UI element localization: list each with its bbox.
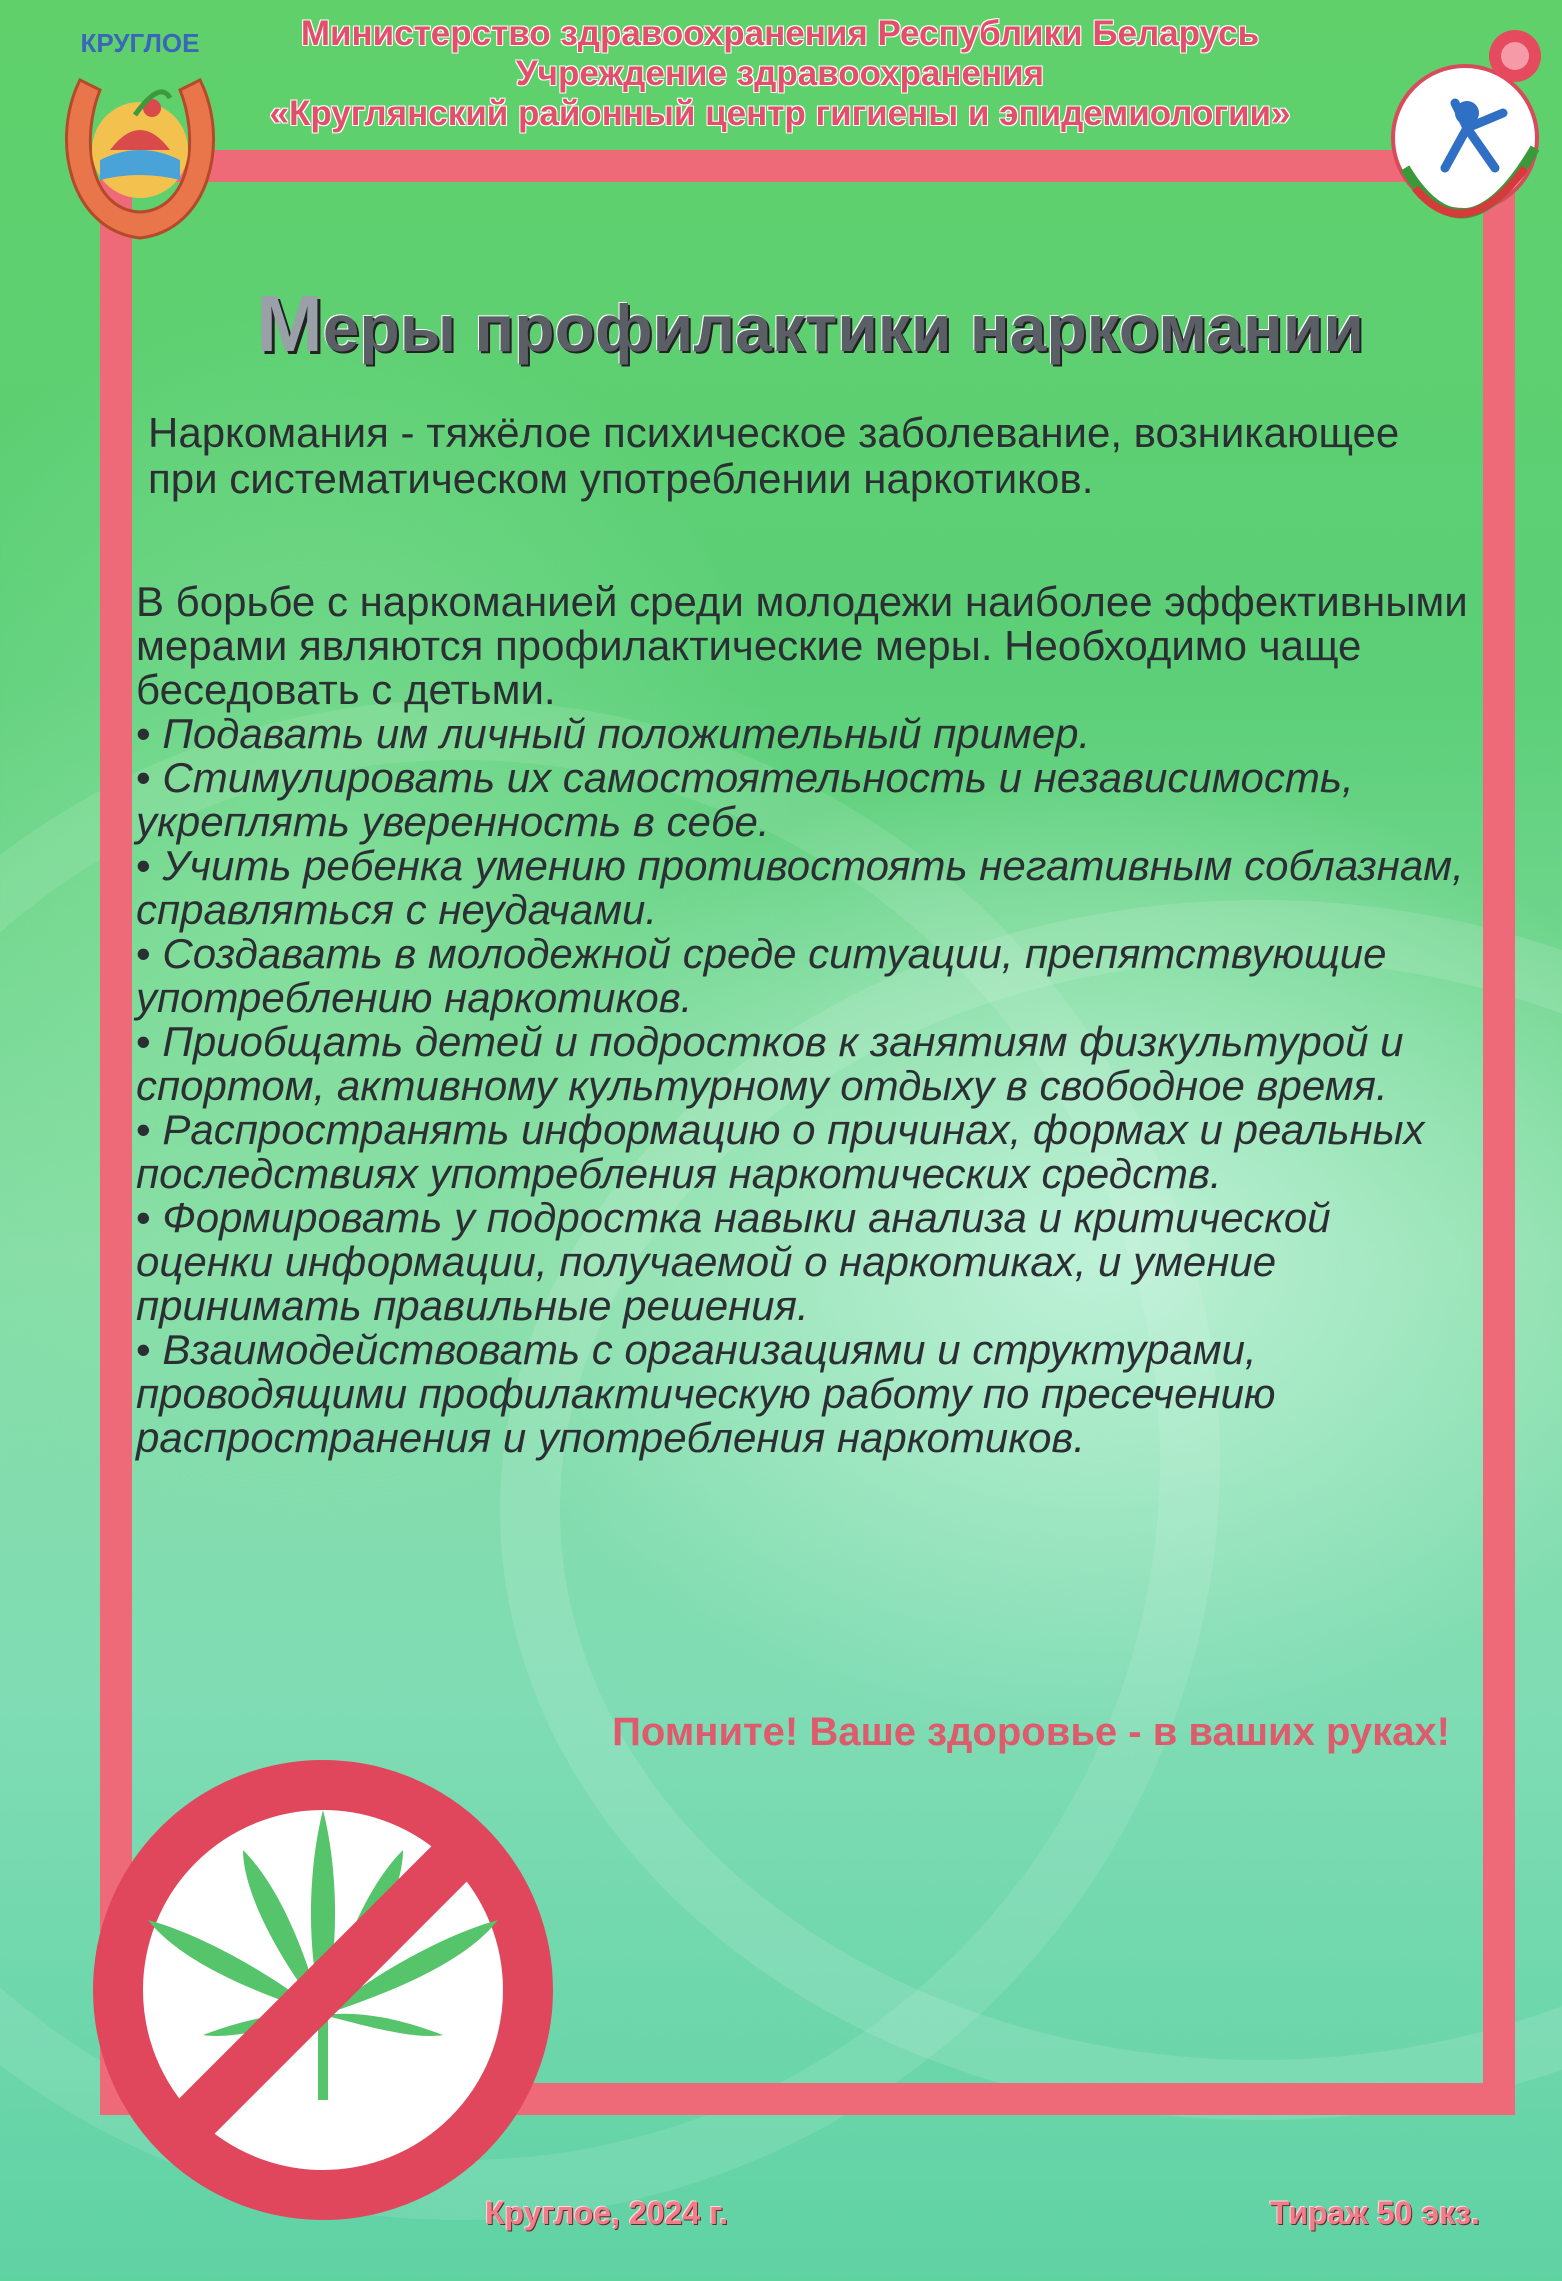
list-item-text: Формировать у подростка навыки анализа и критической оценки информации, получаемой о наркотиках, и умение принимать правильные решения. xyxy=(136,1194,1331,1329)
measures-list xyxy=(136,712,1476,1460)
bullet: • xyxy=(136,1194,151,1241)
bullet: • xyxy=(136,754,151,801)
body-lead: В борьбе с наркоманией среди молодежи наиболее эффективными мерами являются профилактические меры. Необходимо чаще беседовать с детьми. xyxy=(136,578,1468,713)
list-item-text: Учить ребенка умению противостоять негативным соблазнам, справляться с неудачами. xyxy=(136,842,1464,933)
logo-left-text: КРУГЛОЕ xyxy=(80,28,200,58)
title-dropcap: М xyxy=(256,279,323,368)
list-item-text: Стимулировать их самостоятельность и независимость, укреплять уверенность в себе. xyxy=(136,754,1354,845)
header-institution: Учреждение здравоохранения xyxy=(515,54,1045,93)
bullet: • xyxy=(136,1326,151,1373)
list-item xyxy=(136,712,1476,756)
list-item-text: Подавать им личный положительный пример. xyxy=(162,710,1091,757)
bullet: • xyxy=(136,842,151,889)
list-item xyxy=(136,1328,1476,1460)
bullet: • xyxy=(136,710,151,757)
header-center: «Круглянский районный центр гигиены и эпидемиологии» xyxy=(269,94,1291,133)
festival-emblem-icon xyxy=(1385,18,1545,278)
krugloe-emblem-icon xyxy=(40,20,240,250)
list-item xyxy=(136,932,1476,1020)
footer-print-run: Тираж 50 экз. xyxy=(1270,2195,1480,2231)
list-item-text: Приобщать детей и подростков к занятиям физкультурой и спортом, активному культурному отдыху в свободное время. xyxy=(136,1018,1404,1109)
bullet: • xyxy=(136,1018,151,1065)
bullet: • xyxy=(136,1106,151,1153)
list-item-text: Создавать в молодежной среде ситуации, препятствующие употреблению наркотиков. xyxy=(136,930,1387,1021)
list-item xyxy=(136,1020,1476,1108)
list-item xyxy=(136,844,1476,932)
list-item xyxy=(136,1108,1476,1196)
bullet: • xyxy=(136,930,151,977)
header-ministry: Министерство здравоохранения Республики Беларусь xyxy=(300,14,1260,53)
no-cannabis-icon xyxy=(78,1745,568,2235)
list-item xyxy=(136,1196,1476,1328)
intro-paragraph: Наркомания - тяжёлое психическое заболевание, возникающее при систематическом употреблении наркотиков. xyxy=(148,409,1400,502)
list-item-text: Распространять информацию о причинах, формах и реальных последствиях употребления наркотических средств. xyxy=(136,1106,1425,1197)
title-rest: еры профилактики наркомании xyxy=(322,291,1364,365)
footer-place-year: Круглое, 2024 г. xyxy=(485,2195,729,2231)
body-text xyxy=(136,580,1476,1460)
list-item-text: Взаимодействовать с организациями и структурами, проводящими профилактическую работу по пресечению распространения и употребления наркотиков. xyxy=(136,1326,1276,1461)
page-title xyxy=(160,278,1460,370)
header xyxy=(240,14,1320,134)
slogan: Помните! Ваше здоровье - в ваших руках! xyxy=(612,1710,1450,1754)
list-item xyxy=(136,756,1476,844)
